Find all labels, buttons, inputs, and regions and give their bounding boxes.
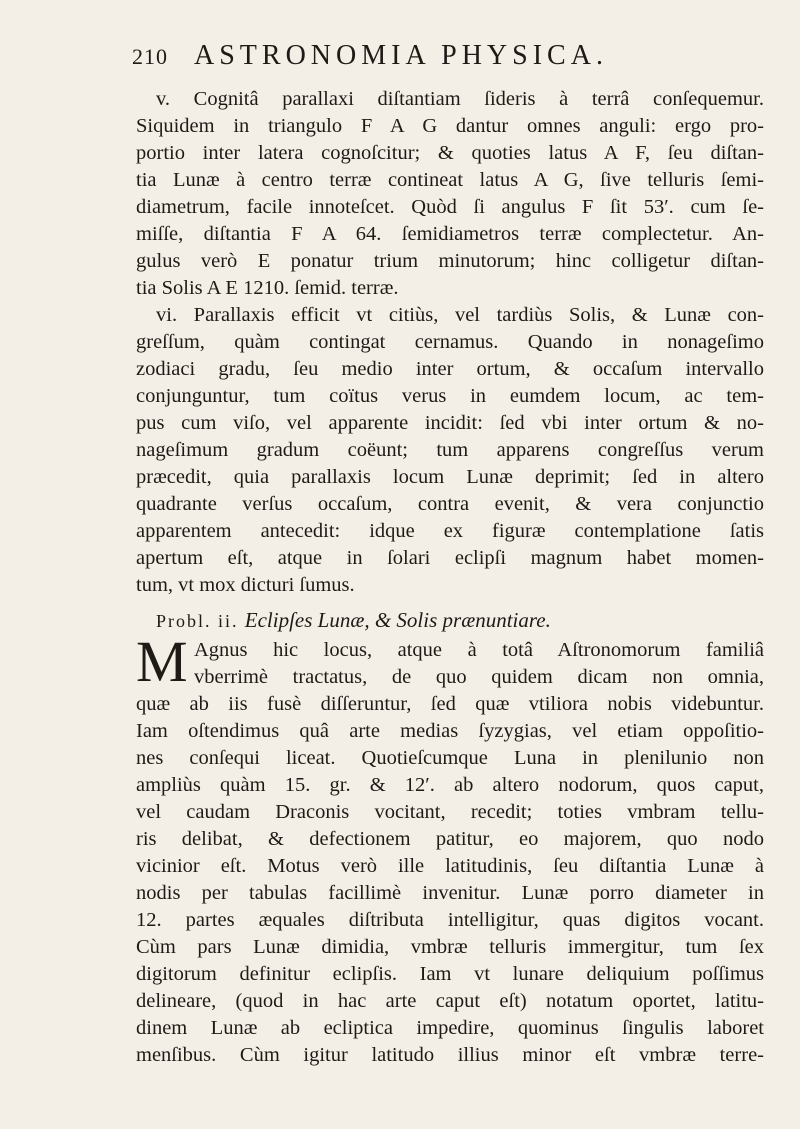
- body-text: [136, 86, 764, 1069]
- drop-capital: M: [136, 629, 188, 694]
- text-line: portio inter latera cognoſcitur; & quoties latus A F, ſeu diſtan-: [136, 142, 764, 164]
- text-line: nageſimum gradum coëunt; tum apparens congreſſus verum: [136, 439, 764, 461]
- text-line: delineare, (quod in hac arte caput eſt) notatum oportet, latitu-: [136, 990, 764, 1012]
- text-line: ampliùs quàm 15. gr. & 12′. ab altero nodorum, quos caput,: [136, 774, 764, 796]
- paragraph-vi: [136, 302, 764, 599]
- text-line: pus cum viſo, vel apparente incidit: ſed vbi inter ortum & no-: [136, 412, 764, 434]
- text-line: Agnus hic locus, atque à totâ Aſtronomorum familiâ: [194, 639, 764, 661]
- text-line: nodis per tabulas facillimè invenitur. Lunæ porro diameter in: [136, 882, 764, 904]
- text-line: quadrante verſus occaſum, contra evenit, & vera conjunctio: [136, 493, 764, 515]
- text-line: miſſe, diſtantia F A 64. ſemidiametros terræ complectetur. An-: [136, 223, 764, 245]
- problem-label: Probl. ii.: [156, 611, 239, 631]
- text-line: ris delibat, & defectionem patitur, eo majorem, quo nodo: [136, 828, 764, 850]
- text-line: tum, vt mox dicturi ſumus.: [136, 574, 355, 596]
- text-line: nes conſequi liceat. Quotieſcumque Luna in plenilunio non: [136, 747, 764, 769]
- text-line: quæ ab iis fusè diſſeruntur, ſed quæ vtiliora nobis videbuntur.: [136, 693, 764, 715]
- page-header: [132, 40, 760, 80]
- paragraph-v: [136, 86, 764, 302]
- text-line: menſibus. Cùm igitur latitudo illius minor eſt vmbræ terre-: [136, 1044, 764, 1066]
- text-line: vicinior eſt. Motus verò ille latitudinis, ſeu diſtantia Lunæ à: [136, 855, 764, 877]
- text-line: præcedit, quia parallaxis locum Lunæ deprimit; ſed in altero: [136, 466, 764, 488]
- text-line: v. Cognitâ parallaxi diſtantiam ſideris à terrâ conſequemur.: [156, 88, 764, 110]
- text-line: diametrum, facile innoteſcet. Quòd ſi angulus F ſit 53′. cum ſe-: [136, 196, 764, 218]
- page-number: 210: [132, 44, 168, 69]
- text-line: dinem Lunæ ab ecliptica impedire, quominus ſingulis laboret: [136, 1017, 764, 1039]
- text-line: zodiaci gradu, ſeu medio inter ortum, & occaſum intervallo: [136, 358, 764, 380]
- text-line: Siquidem in triangulo F A G dantur omnes anguli: ergo pro-: [136, 115, 764, 137]
- text-line: tia Lunæ à centro terræ contineat latus A G, ſive telluris ſemi-: [136, 169, 764, 191]
- problem-title: Eclipſes Lunæ, & Solis prænuntiare.: [244, 608, 551, 632]
- text-line: 12. partes æquales diſtributa intelligitur, quas digitos vocant.: [136, 909, 764, 931]
- running-title: ASTRONOMIA PHYSICA.: [194, 40, 608, 71]
- paragraph-main: [136, 629, 764, 1069]
- text-line: Iam oſtendimus quâ arte medias ſyzygias, vel etiam oppoſitio-: [136, 720, 764, 742]
- text-line: Cùm pars Lunæ dimidia, vmbræ telluris immergitur, tum ſex: [136, 936, 764, 958]
- text-line: digitorum definitur eclipſis. Iam vt lunare deliquium poſſimus: [136, 963, 764, 985]
- text-line: greſſum, quàm contingat cernamus. Quando in nonageſimo: [136, 331, 764, 353]
- text-line: conjunguntur, tum coïtus verus in eumdem locum, ac tem-: [136, 385, 764, 407]
- text-line: apparentem antecedit: idque ex figuræ contemplatione ſatis: [136, 520, 764, 542]
- text-line: vel caudam Draconis vocitant, recedit; toties vmbram tellu-: [136, 801, 764, 823]
- text-line: vberrimè tractatus, de quo quidem dicam non omnia,: [194, 666, 764, 688]
- problem-heading: [136, 607, 764, 635]
- text-line: tia Solis A E 1210. ſemid. terræ.: [136, 277, 399, 299]
- text-line: gulus verò E ponatur trium minutorum; hinc colligetur diſtan-: [136, 250, 764, 272]
- text-line: vi. Parallaxis efficit vt citiùs, vel tardiùs Solis, & Lunæ con-: [156, 304, 764, 326]
- text-line: apertum eſt, atque in ſolari eclipſi magnum habet momen-: [136, 547, 764, 569]
